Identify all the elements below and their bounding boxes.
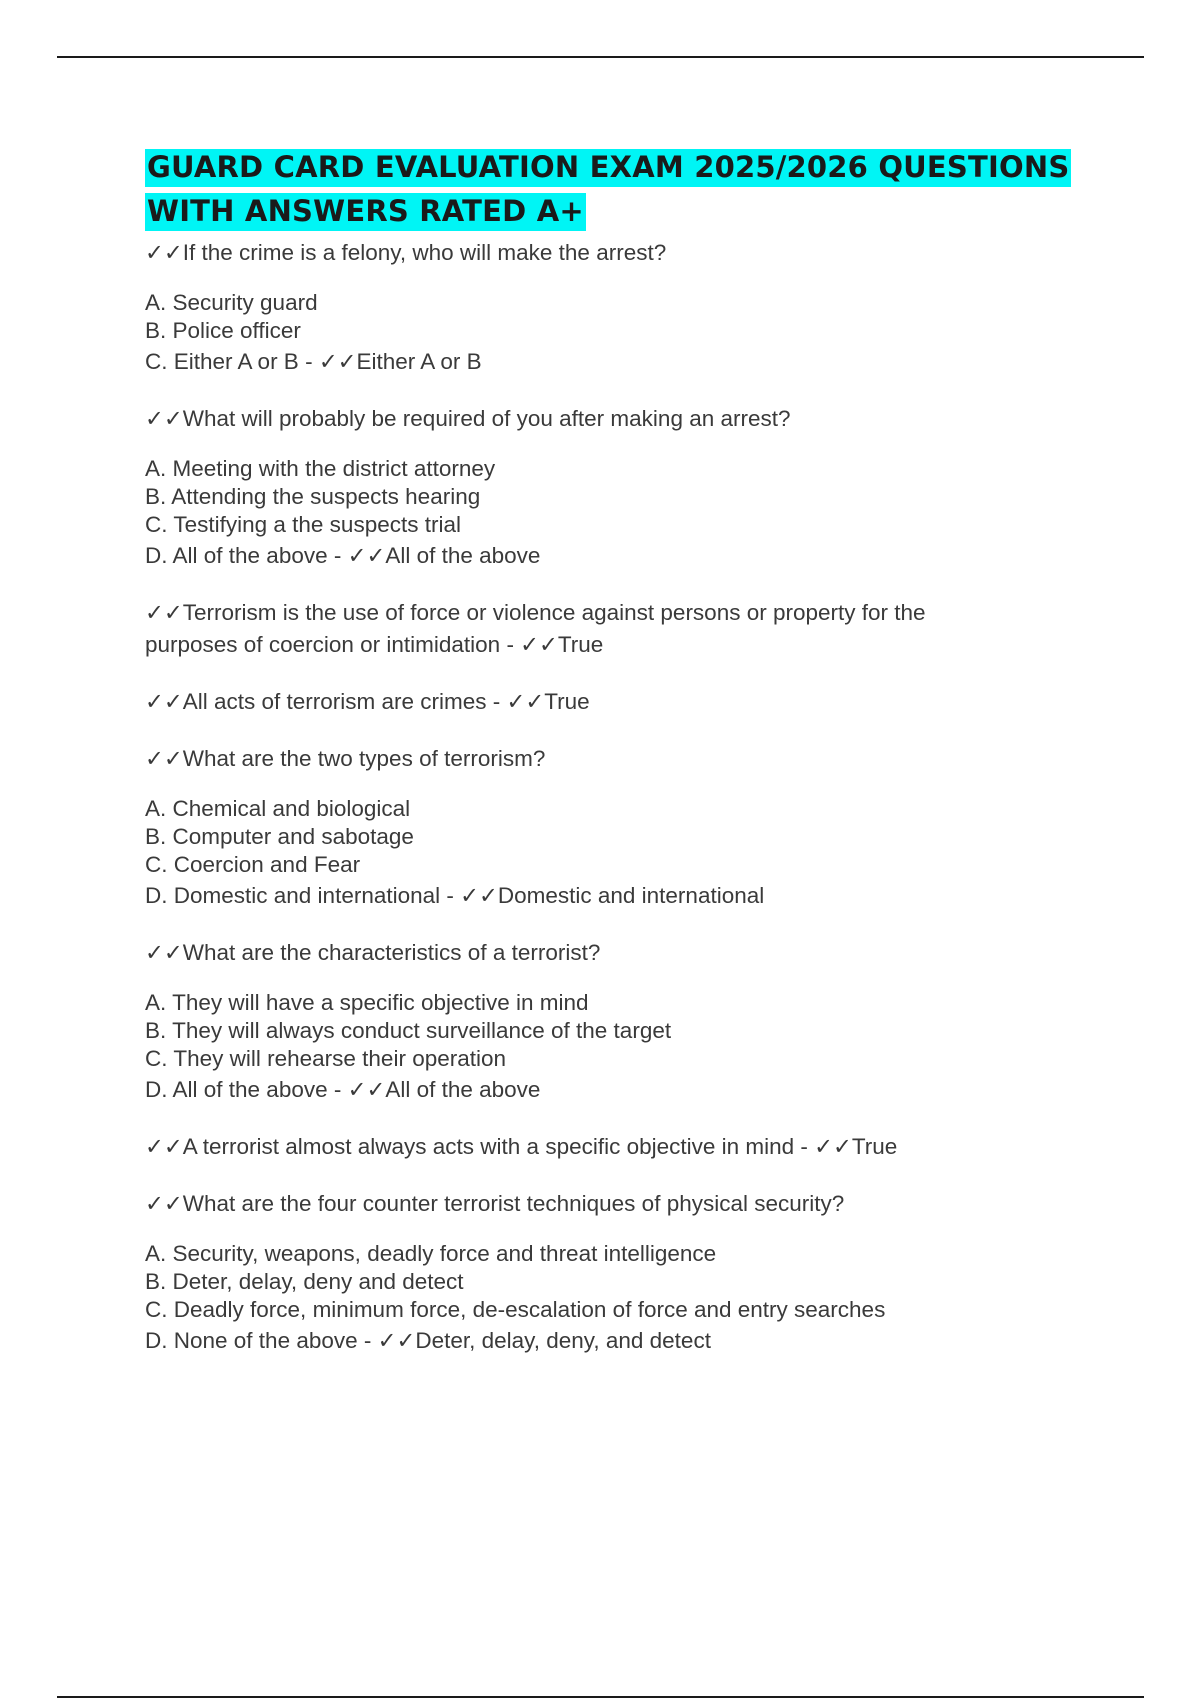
option-answer: C. Either A or B - ✓✓Either A or B	[145, 349, 482, 374]
option-answer: D. None of the above - ✓✓Deter, delay, deny, and detect	[145, 1328, 711, 1353]
question-5-options	[145, 795, 1085, 912]
option: C. Coercion and Fear	[145, 852, 361, 877]
option: B. Computer and sabotage	[145, 824, 414, 849]
top-rule	[57, 56, 1144, 58]
option-answer: D. Domestic and international - ✓✓Domestic and international	[145, 883, 765, 908]
option-answer: D. All of the above - ✓✓All of the above	[145, 1077, 541, 1102]
question-3-line-2: purposes of coercion or intimidation - ✓✓True	[145, 632, 604, 657]
question-5: ✓✓What are the two types of terrorism?	[145, 746, 546, 771]
option: A. Meeting with the district attorney	[145, 456, 496, 481]
question-2: ✓✓What will probably be required of you after making an arrest?	[145, 406, 791, 431]
option: B. Deter, delay, deny and detect	[145, 1269, 464, 1294]
question-1: ✓✓If the crime is a felony, who will make the arrest?	[145, 240, 667, 265]
question-8: ✓✓What are the four counter terrorist techniques of physical security?	[145, 1191, 845, 1216]
option: A. Chemical and biological	[145, 796, 411, 821]
option: C. Testifying a the suspects trial	[145, 512, 461, 537]
option: B. Police officer	[145, 318, 301, 343]
document-title	[145, 145, 1085, 233]
option: B. Attending the suspects hearing	[145, 484, 481, 509]
question-7: ✓✓A terrorist almost always acts with a specific objective in mind - ✓✓True	[145, 1134, 898, 1159]
title-line-2: WITH ANSWERS RATED A+	[145, 193, 586, 231]
question-6: ✓✓What are the characteristics of a terrorist?	[145, 940, 601, 965]
question-3-line-1: ✓✓Terrorism is the use of force or violence against persons or property for the	[145, 600, 926, 625]
option: C. Deadly force, minimum force, de-escalation of force and entry searches	[145, 1297, 886, 1322]
option: B. They will always conduct surveillance of the target	[145, 1018, 672, 1043]
question-3	[145, 597, 1085, 661]
question-2-options	[145, 455, 1085, 572]
question-8-options	[145, 1240, 1085, 1357]
option-answer: D. All of the above - ✓✓All of the above	[145, 543, 541, 568]
question-1-options	[145, 289, 1085, 378]
question-6-options	[145, 989, 1085, 1106]
bottom-rule	[57, 1696, 1144, 1698]
option: A. Security guard	[145, 290, 318, 315]
option: C. They will rehearse their operation	[145, 1046, 507, 1071]
option: A. They will have a specific objective in mind	[145, 990, 589, 1015]
document-body	[145, 145, 1085, 1357]
question-4: ✓✓All acts of terrorism are crimes - ✓✓True	[145, 689, 590, 714]
option: A. Security, weapons, deadly force and threat intelligence	[145, 1241, 717, 1266]
title-line-1: GUARD CARD EVALUATION EXAM 2025/2026 QUESTIONS	[145, 149, 1071, 187]
